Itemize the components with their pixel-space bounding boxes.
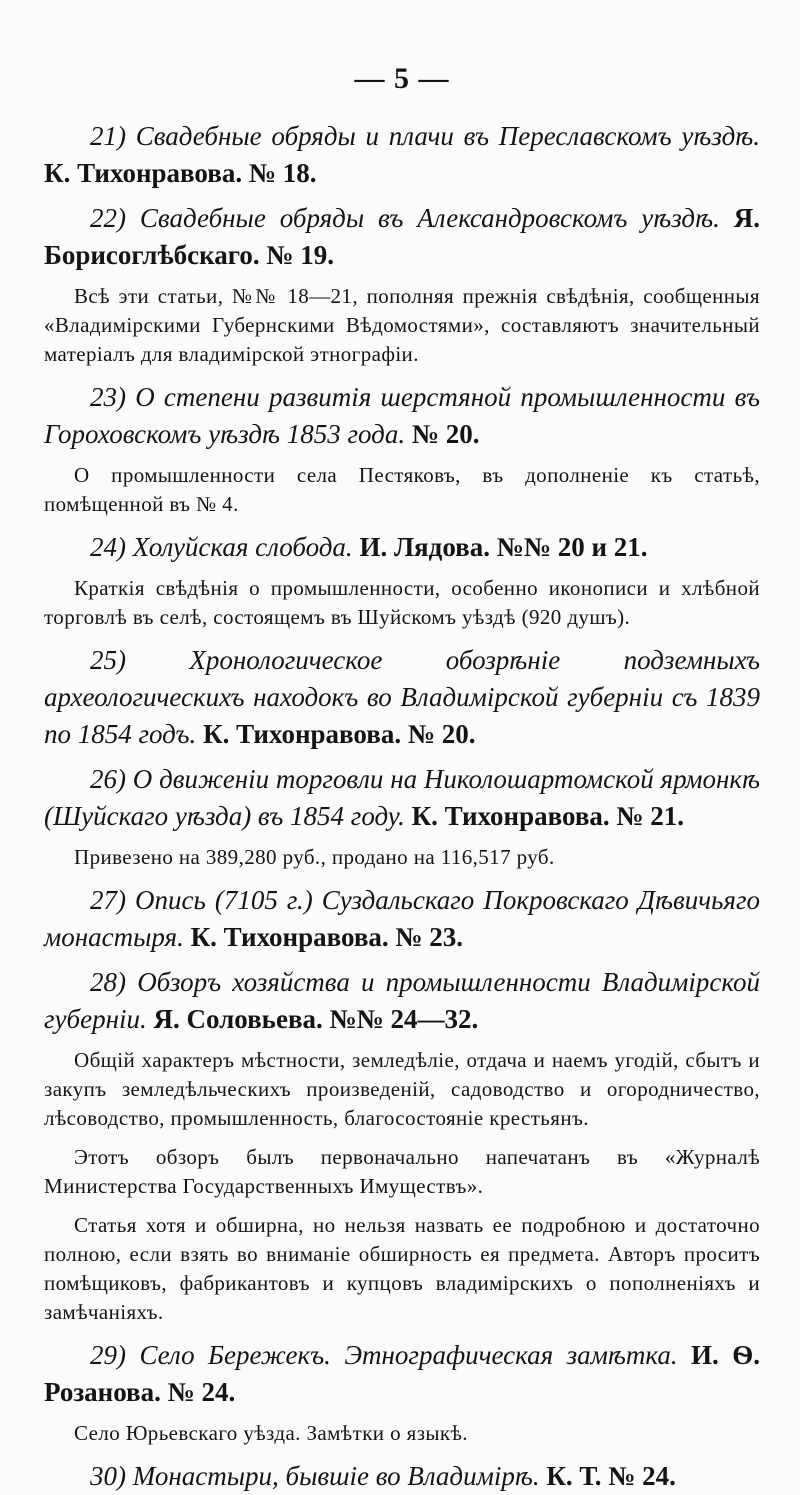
entry-number: 26) <box>90 764 126 794</box>
entry-note: Село Юрьевскаго уѣзда. Замѣтки о языкѣ. <box>74 1421 468 1445</box>
entry-number: 27) <box>90 885 126 915</box>
entry-note: Статья хотя и обширна, но нельзя назвать ее подробною и достаточно полною, если взять во вниманіе обширность ея предмета. Авторъ проситъ помѣщиковъ, фабрикантовъ и купцовъ владимірскихъ о пополненіяхъ и замѣчаніяхъ. <box>44 1213 760 1324</box>
entry-note: Всѣ эти статьи, №№ 18—21, пополняя прежнія свѣдѣнія, сообщенныя «Владимірскими Губернскими Вѣдомостями», составляютъ значительный матеріалъ для владимірской этнографіи. <box>44 284 760 366</box>
entry-title: Хронологическое обозрѣніе подземныхъ археологическихъ находокъ во Владимірской губерніи съ 1839 по 1854 годъ. <box>44 645 761 749</box>
entry-title: Обзоръ хозяйства и промышленности Владимірской губерніи. <box>44 967 761 1034</box>
entry-number: 22) <box>90 203 126 233</box>
entry-number: 28) <box>90 967 126 997</box>
entry-title: Монастыри, бывшіе во Владимірѣ. <box>132 1461 540 1491</box>
page-body <box>44 118 760 1495</box>
entry-21 <box>44 118 760 192</box>
entry-30 <box>44 1458 760 1495</box>
entry-issue: № 23. <box>395 922 464 952</box>
entry-note: Общій характеръ мѣстности, земледѣліе, отдача и наемъ угодій, сбытъ и закупъ земледѣльческихъ произведеній, садоводство и огородничество, лѣсоводство, промышленность, благосостояніе крестьянъ. <box>44 1048 760 1130</box>
entry-title: О движеніи торговли на Николошартомской ярмонкѣ (Шуйскаго уѣзда) въ 1854 году. <box>44 764 761 831</box>
entry-number: 30) <box>90 1461 126 1491</box>
entry-title: О степени развитія шерстяной промышленности въ Гороховскомъ уѣздѣ 1853 года. <box>44 382 760 449</box>
entry-author: Я. Соловьева. <box>153 1004 323 1034</box>
entry-note: Привезено на 389,280 руб., продано на 116,517 руб. <box>74 845 555 869</box>
entry-22 <box>44 200 760 274</box>
entry-author: И. Лядова. <box>359 532 490 562</box>
entry-note: Этотъ обзоръ былъ первоначально напечатанъ въ «Журналѣ Министерства Государственныхъ Имуществъ». <box>44 1145 760 1198</box>
entry-29 <box>44 1337 760 1411</box>
entry-issue: № 21. <box>616 801 685 831</box>
entry-issue: № 24. <box>167 1377 236 1407</box>
entry-author: К. Тихонравова. <box>190 922 389 952</box>
entry-number: 21) <box>90 121 126 151</box>
entry-title: Село Бережекъ. Этнографическая замѣтка. <box>139 1340 678 1370</box>
entry-issue: №№ 20 и 21. <box>496 532 648 562</box>
entry-23 <box>44 379 760 453</box>
entry-number: 29) <box>90 1340 126 1370</box>
entry-issue: № 19. <box>266 240 335 270</box>
page-number: — 5 — <box>354 62 450 95</box>
entry-author: К. Тихонравова. <box>203 719 402 749</box>
entry-25 <box>44 642 760 753</box>
entry-author: Я. Борисоглѣбскаго. <box>44 203 761 270</box>
entry-issue: № 20. <box>411 419 480 449</box>
entry-issue: № 20. <box>407 719 476 749</box>
entry-author: К. Тихонравова. <box>411 801 610 831</box>
entry-note: О промышленности села Пестяковъ, въ дополненіе къ статьѣ, помѣщенной въ № 4. <box>44 463 760 516</box>
entry-author: К. Тихонравова. <box>44 158 243 188</box>
entry-title: Опись (7105 г.) Суздальскаго Покровскаго Дѣвичьяго монастыря. <box>44 885 760 952</box>
entry-title: Свадебные обряды и плачи въ Переславскомъ уѣздѣ. <box>135 121 761 151</box>
entry-number: 24) <box>90 532 126 562</box>
entry-note: Краткія свѣдѣнія о промышленности, особенно иконописи и хлѣбной торговлѣ въ селѣ, состоящемъ въ Шуйскомъ уѣздѣ (920 душъ). <box>44 576 760 629</box>
entry-24 <box>44 529 760 566</box>
entry-26 <box>44 761 760 835</box>
entry-number: 25) <box>90 645 126 675</box>
entry-title: Холуйская слобода. <box>132 532 353 562</box>
entry-issue: № 24. <box>608 1461 676 1491</box>
entry-title: Свадебные обряды въ Александровскомъ уѣздѣ. <box>139 203 720 233</box>
entry-27 <box>44 882 760 956</box>
entry-issue: № 18. <box>248 158 317 188</box>
entry-issue: №№ 24—32. <box>329 1004 479 1034</box>
entry-28 <box>44 964 760 1038</box>
entry-author: И. Ѳ. Розанова. <box>44 1340 761 1407</box>
entry-number: 23) <box>90 382 126 412</box>
entry-author: К. Т. <box>546 1461 602 1491</box>
